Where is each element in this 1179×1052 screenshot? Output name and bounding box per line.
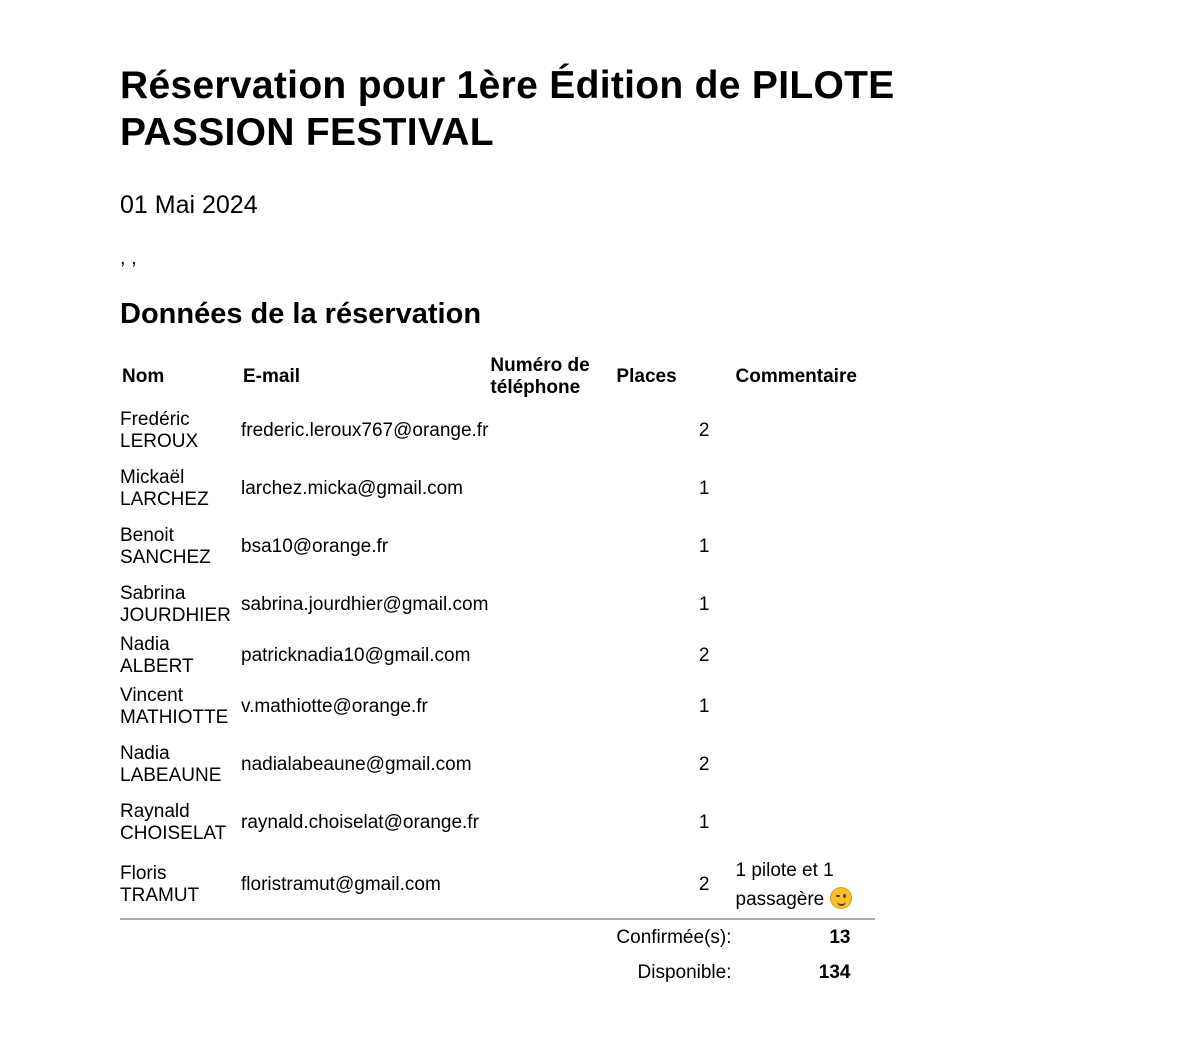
header-nom: Nom bbox=[122, 366, 165, 387]
cell-places: 2 bbox=[698, 645, 710, 666]
cell-nom: Raynald CHOISELAT bbox=[120, 801, 227, 844]
cell-places: 2 bbox=[698, 420, 710, 441]
cell-nom: Benoit SANCHEZ bbox=[120, 525, 211, 568]
cell-comment bbox=[734, 634, 875, 678]
totals-confirmed-row bbox=[120, 919, 875, 955]
cell-phone bbox=[488, 460, 616, 518]
table-header-row bbox=[120, 352, 875, 402]
cell-email: floristramut@gmail.com bbox=[241, 852, 488, 919]
cell-phone bbox=[488, 852, 616, 919]
reservation-document bbox=[120, 62, 1020, 990]
confirmed-label: Confirmée(s): bbox=[616, 926, 732, 948]
event-date: 01 Mai 2024 bbox=[120, 191, 258, 219]
cell-email: v.mathiotte@orange.fr bbox=[241, 696, 428, 717]
table-row bbox=[120, 852, 875, 919]
cell-email: sabrina.jourdhier@gmail.com bbox=[241, 594, 489, 615]
winking-face-icon bbox=[830, 887, 852, 909]
cell-email: frederic.leroux767@orange.fr bbox=[241, 420, 489, 441]
event-address: , , bbox=[120, 247, 137, 269]
cell-nom: Floris TRAMUT bbox=[120, 852, 241, 919]
cell-comment bbox=[734, 518, 875, 576]
cell-places: 1 bbox=[698, 812, 710, 833]
cell-phone bbox=[488, 576, 616, 634]
cell-nom: Nadia LABEAUNE bbox=[120, 743, 222, 786]
table-row bbox=[120, 736, 875, 794]
cell-email: bsa10@orange.fr bbox=[241, 536, 389, 557]
cell-comment bbox=[734, 736, 875, 794]
reservations-table bbox=[120, 352, 875, 990]
cell-nom: Vincent MATHIOTTE bbox=[120, 685, 229, 728]
cell-comment bbox=[734, 576, 875, 634]
section-title: Données de la réservation bbox=[120, 298, 482, 330]
comment-text: 1 pilote et 1 passagère bbox=[735, 860, 834, 910]
table-row bbox=[120, 794, 875, 852]
table-row bbox=[120, 678, 875, 736]
table-row bbox=[120, 402, 875, 460]
cell-places: 1 bbox=[698, 478, 710, 499]
cell-places: 2 bbox=[616, 852, 733, 919]
table-row bbox=[120, 460, 875, 518]
table-row bbox=[120, 634, 875, 678]
cell-places: 1 bbox=[698, 536, 710, 557]
header-phone: Numéro de téléphone bbox=[490, 355, 590, 398]
confirmed-value: 13 bbox=[829, 926, 851, 948]
cell-email: patricknadia10@gmail.com bbox=[241, 645, 471, 666]
cell-phone bbox=[488, 518, 616, 576]
totals-available-row bbox=[120, 955, 875, 990]
available-label: Disponible: bbox=[637, 961, 732, 983]
cell-phone bbox=[488, 736, 616, 794]
header-comment: Commentaire bbox=[735, 366, 857, 387]
cell-email: raynald.choiselat@orange.fr bbox=[241, 812, 479, 833]
cell-nom: Nadia ALBERT bbox=[120, 634, 194, 677]
cell-nom: Mickaël LARCHEZ bbox=[120, 467, 209, 510]
cell-comment bbox=[734, 402, 875, 460]
cell-phone bbox=[488, 634, 616, 678]
cell-email: nadialabeaune@gmail.com bbox=[241, 754, 472, 775]
cell-nom: Fredéric LEROUX bbox=[120, 409, 199, 452]
cell-comment bbox=[734, 852, 875, 919]
cell-places: 2 bbox=[698, 754, 710, 775]
cell-email: larchez.micka@gmail.com bbox=[241, 478, 464, 499]
cell-comment bbox=[734, 678, 875, 736]
header-email: E-mail bbox=[243, 366, 301, 387]
cell-nom: Sabrina JOURDHIER bbox=[120, 583, 231, 626]
cell-places: 1 bbox=[698, 594, 710, 615]
cell-phone bbox=[488, 678, 616, 736]
available-value: 134 bbox=[818, 961, 851, 983]
cell-phone bbox=[488, 402, 616, 460]
cell-comment bbox=[734, 794, 875, 852]
cell-places: 1 bbox=[698, 696, 710, 717]
table-row bbox=[120, 518, 875, 576]
cell-comment bbox=[734, 460, 875, 518]
table-row bbox=[120, 576, 875, 634]
header-places: Places bbox=[616, 366, 677, 387]
page-title: Réservation pour 1ère Édition de PILOTE PASSION FESTIVAL bbox=[120, 64, 895, 154]
cell-phone bbox=[488, 794, 616, 852]
